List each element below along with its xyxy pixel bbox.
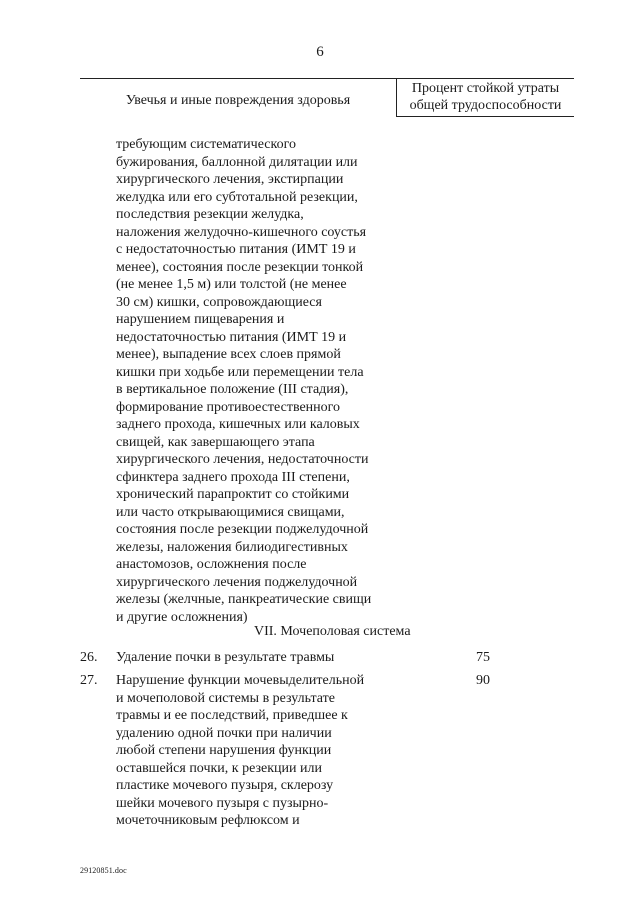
continuation-line: заднего прохода, кишечных или каловых — [116, 417, 360, 432]
row-text — [116, 672, 364, 830]
continuation-line: сфинктера заднего прохода III степени, — [116, 469, 350, 485]
continuation-line: последствия резекции желудка, — [116, 207, 304, 222]
continuation-line: состояния после резекции поджелудочной — [116, 522, 369, 537]
continuation-line: бужирования, баллонной дилятации или — [116, 154, 358, 170]
continuation-line: в вертикальное положение (III стадия), — [116, 382, 349, 397]
continuation-line: 30 см) кишки, сопровождающиеся — [116, 294, 322, 310]
continuation-line: хирургического лечения, экстирпации — [116, 172, 344, 187]
row-text-line: Нарушение функции мочевыделительной — [116, 673, 365, 688]
header-right-bottom-rule — [396, 116, 574, 117]
continuation-line: недостаточностью питания (ИМТ 19 и — [116, 329, 347, 345]
continuation-line: формирование противоестественного — [116, 399, 341, 415]
continuation-line: свищей, как завершающего этапа — [116, 434, 315, 450]
continuation-line: хирургического лечения поджелудочной — [116, 574, 358, 590]
continuation-line: менее), выпадение всех слоев прямой — [116, 347, 341, 362]
continuation-line: железы, наложения билиодигестивных — [116, 539, 348, 555]
row-text-line: оставшейся почки, к резекции или — [116, 760, 322, 776]
continuation-line: (не менее 1,5 м) или толстой (не менее — [116, 277, 347, 292]
footer-filename: 29120851.doc — [80, 866, 127, 875]
row-text-line: пластике мочевого пузыря, склерозу — [116, 778, 334, 793]
row-text — [116, 649, 334, 667]
header-rule — [80, 78, 574, 79]
row-number: 27. — [80, 673, 98, 688]
continuation-line: желудка или его субтотальной резекции, — [116, 189, 358, 205]
continuation-line: наложения желудочно-кишечного соустья — [116, 224, 367, 240]
continuation-line: анастомозов, осложнения после — [116, 557, 307, 572]
continuation-line: хирургического лечения, недостаточности — [116, 452, 369, 467]
row-text-line: шейки мочевого пузыря с пузырно- — [116, 795, 329, 811]
continuation-line: нарушением пищеварения и — [116, 312, 285, 327]
continuation-line: и другие осложнения) — [116, 609, 248, 625]
row-number: 26. — [80, 650, 98, 665]
header-percent-line-2: общей трудоспособности — [409, 98, 562, 113]
section-heading: VII. Мочеполовая система — [254, 624, 411, 639]
row-text-line: Удаление почки в результате травмы — [116, 650, 335, 665]
row-text-line: мочеточниковым рефлюксом и — [116, 813, 300, 828]
row-text-line: травмы и ее последствий, приведшее к — [116, 708, 348, 723]
continuation-line: или часто открывающимися свищами, — [116, 504, 345, 520]
continuation-line: кишки при ходьбе или перемещении тела — [116, 364, 364, 380]
page-number: 6 — [316, 44, 324, 60]
row-text-line: любой степени нарушения функции — [116, 743, 332, 758]
continuation-line: железы (желчные, панкреатические свищи — [116, 592, 372, 607]
continuation-line: требующим систематического — [116, 137, 296, 152]
header-injury-column: Увечья и иные повреждения здоровья — [125, 93, 351, 108]
row-text-line: удалению одной почки при наличии — [116, 725, 332, 741]
continuation-text — [116, 136, 406, 626]
row-percent: 75 — [476, 650, 490, 665]
row-text-line: и мочеполовой системы в результате — [116, 690, 335, 706]
header-percent-line-1: Процент стойкой утраты — [411, 81, 560, 96]
continuation-line: хронический парапроктит со стойкими — [116, 487, 350, 502]
continuation-line: менее), состояния после резекции тонкой — [116, 259, 364, 275]
header-percent-column — [397, 80, 574, 114]
continuation-line: с недостаточностью питания (ИМТ 19 и — [116, 242, 356, 257]
row-percent: 90 — [476, 673, 490, 688]
